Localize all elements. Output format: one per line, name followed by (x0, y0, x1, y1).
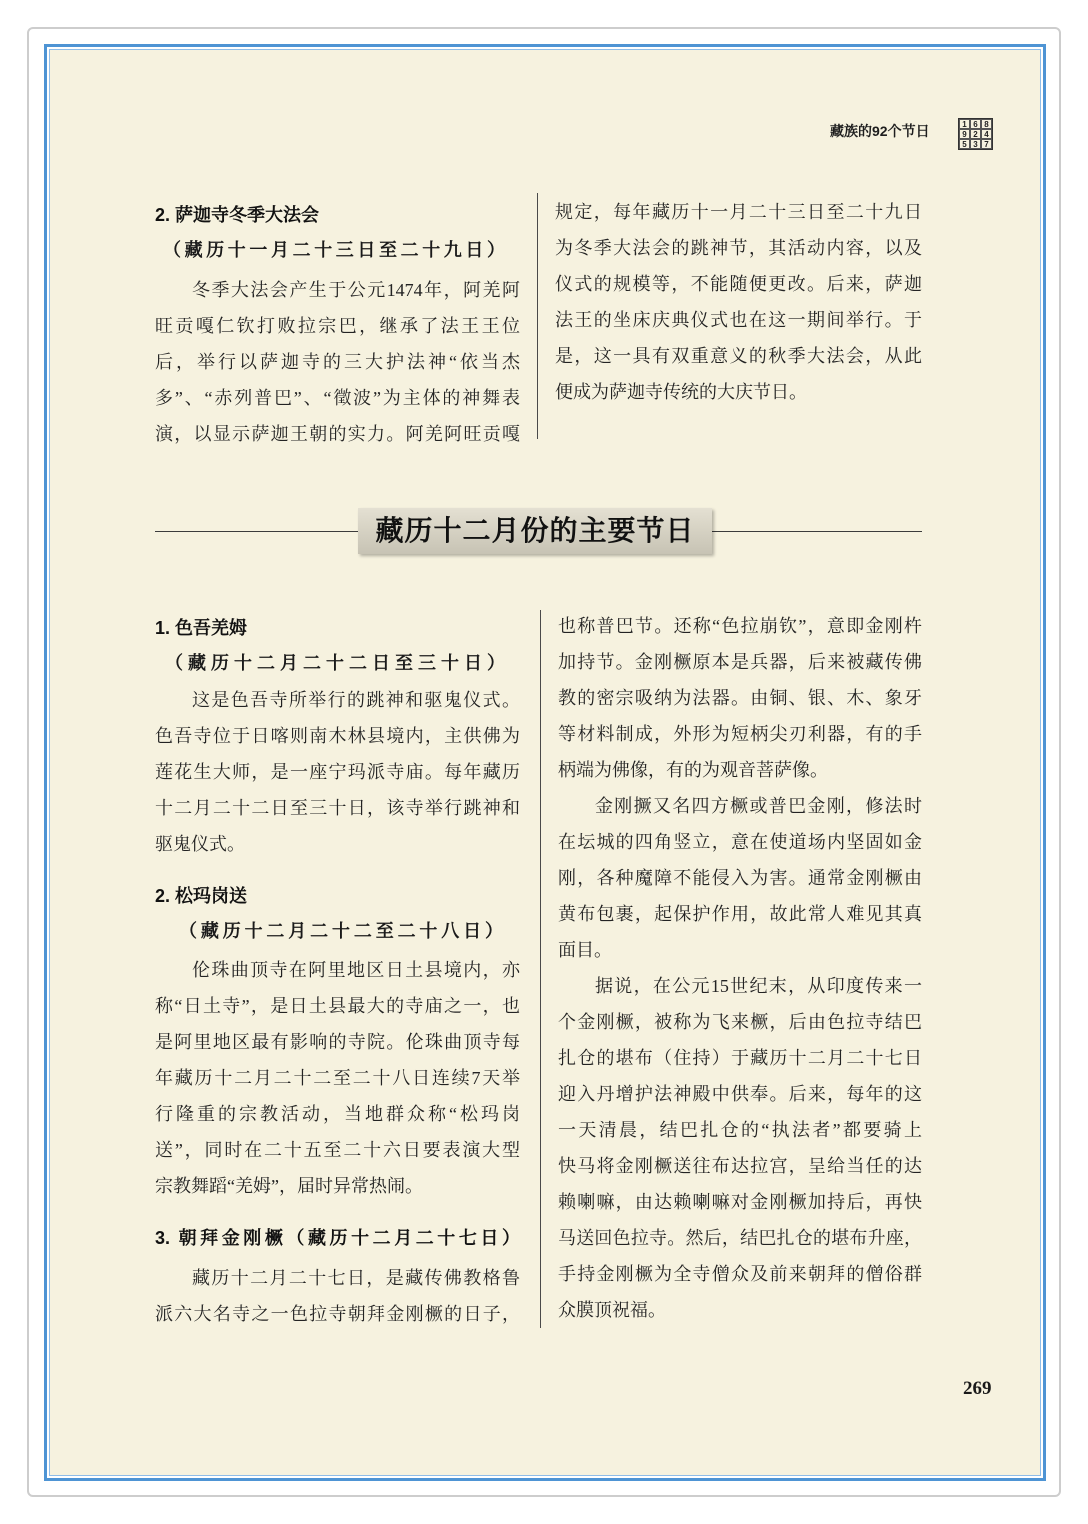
text-line: 扎仓的堪布（住持）于藏历十二月二十七日 (558, 1048, 922, 1068)
text-line: 年藏历十二月二十二至二十八日连续7天举 (155, 1068, 520, 1088)
text-line: 这是色吾寺所举行的跳神和驱鬼仪式。 (192, 690, 520, 710)
text-line: 金刚撅又名四方橛或普巴金刚，修法时 (595, 796, 922, 816)
section-rule-right (712, 531, 922, 532)
text-line: 冬季大法会产生于公元1474年，阿羌阿 (192, 280, 520, 300)
section-title: 藏历十二月份的主要节日 (375, 515, 695, 546)
bottom-right-column (558, 608, 922, 1328)
text-line: 旺贡嘎仁钦打败拉宗巴，继承了法王王位 (155, 316, 520, 336)
magic-square-cell: 2 (970, 129, 981, 139)
article-date: （藏历十二月二十二日至三十日） (165, 653, 505, 673)
text-line: 多”、“赤列普巴”、“徵波”为主体的神舞表 (155, 388, 520, 408)
text-line: 仪式的规模等，不能随便更改。后来，萨迦 (555, 274, 922, 294)
text-line: 驱鬼仪式。 (155, 834, 245, 854)
magic-square-cell: 9 (959, 129, 970, 139)
text-line: 送”，同时在二十五至二十六日要表演大型 (155, 1140, 520, 1160)
text-line: 法王的坐床庆典仪式也在这一期间举行。于 (555, 310, 922, 330)
article-date: （藏历十一月二十三日至二十九日） (163, 240, 505, 260)
text-line: 众膜顶祝福。 (558, 1300, 666, 1320)
running-title: 藏族的92个节日 (830, 123, 930, 139)
text-line: 等材料制成，外形为短柄尖刃利器，有的手 (558, 724, 922, 744)
magic-square-icon (958, 118, 993, 150)
article-heading: 2. 松玛岗送 (155, 886, 248, 906)
text-line: 色吾寺位于日喀则南木林县境内，主供佛为 (155, 726, 520, 746)
magic-square-cell: 7 (981, 139, 992, 149)
magic-square-cell: 3 (970, 139, 981, 149)
text-line: 迎入丹增护法神殿中供奉。后来，每年的这 (558, 1084, 922, 1104)
text-line: 藏历十二月二十七日，是藏传佛教格鲁 (192, 1268, 520, 1288)
text-line: 莲花生大师，是一座宁玛派寺庙。每年藏历 (155, 762, 520, 782)
text-line: 是，这一具有双重意义的秋季大法会，从此 (555, 346, 922, 366)
text-line: 柄端为佛像，有的为观音菩萨像。 (558, 760, 828, 780)
text-line: 赖喇嘛，由达赖喇嘛对金刚橛加持后，再快 (558, 1192, 922, 1212)
article-date: （藏历十二月二十二至二十八日） (179, 921, 503, 941)
text-line: 派六大名寺之一色拉寺朝拜金刚橛的日子， (155, 1304, 520, 1324)
column-divider (537, 193, 538, 439)
text-line: 马送回色拉寺。然后，结巴扎仓的堪布升座， (558, 1228, 922, 1248)
article-paragraph (155, 1260, 520, 1332)
bottom-left-column (155, 611, 520, 1332)
magic-square-cell: 6 (970, 119, 981, 129)
text-line: 加持节。金刚橛原本是兵器，后来被藏传佛 (558, 652, 922, 672)
article-paragraph (155, 682, 520, 862)
text-line: 一天清晨，结巴扎仓的“执法者”都要骑上 (558, 1120, 922, 1140)
page-number: 269 (963, 1378, 992, 1399)
text-line: 个金刚橛，被称为飞来橛，后由色拉寺结巴 (558, 1012, 922, 1032)
text-line: 黄布包裹，起保护作用，故此常人难见其真 (558, 904, 922, 924)
text-line: 在坛城的四角竖立，意在使道场内坚固如金 (558, 832, 922, 852)
text-line: 伦珠曲顶寺在阿里地区日土县境内，亦 (192, 960, 520, 980)
magic-square-cell: 4 (981, 129, 992, 139)
text-line: 是阿里地区最有影响的寺院。伦珠曲顶寺每 (155, 1032, 520, 1052)
text-line: 手持金刚橛为全寺僧众及前来朝拜的僧俗群 (558, 1264, 922, 1284)
text-line: 规定，每年藏历十一月二十三日至二十九日 (555, 202, 922, 222)
magic-square-cell: 8 (981, 119, 992, 129)
top-left-column (155, 198, 520, 452)
text-line: 行隆重的宗教活动，当地群众称“松玛岗 (155, 1104, 520, 1124)
article-heading: 2. 萨迦寺冬季大法会 (155, 205, 320, 225)
text-line: 面目。 (558, 940, 612, 960)
text-line: 十二月二十二日至三十日，该寺举行跳神和 (155, 798, 520, 818)
text-line: 据说，在公元15世纪末，从印度传来一 (595, 976, 922, 996)
article-heading: 3. 朝拜金刚橛（藏历十二月二十七日） (155, 1228, 520, 1248)
text-line: 为冬季大法会的跳神节，其活动内容，以及 (555, 238, 922, 258)
text-line: 宗教舞蹈“羌姆”，届时异常热闹。 (155, 1176, 423, 1196)
article-paragraph (155, 272, 520, 452)
magic-square-cell: 1 (959, 119, 970, 129)
text-line: 演，以显示萨迦王朝的实力。阿羌阿旺贡嘎 (155, 424, 520, 444)
text-line: 便成为萨迦寺传统的大庆节日。 (555, 382, 807, 402)
top-right-column (555, 194, 922, 410)
section-rule-left (155, 531, 358, 532)
column-divider (540, 610, 541, 1328)
text-line: 后，举行以萨迦寺的三大护法神“依当杰 (155, 352, 520, 372)
article-heading: 1. 色吾羌姆 (155, 618, 248, 638)
text-line: 教的密宗吸纳为法器。由铜、银、木、象牙 (558, 688, 922, 708)
text-line: 刚，各种魔障不能侵入为害。通常金刚橛由 (558, 868, 922, 888)
text-line: 称“日土寺”，是日土县最大的寺庙之一，也 (155, 996, 520, 1016)
text-line: 也称普巴节。还称“色拉崩钦”，意即金刚杵 (558, 616, 922, 636)
text-line: 快马将金刚橛送往布达拉宫，呈给当任的达 (558, 1156, 922, 1176)
article-paragraph (155, 952, 520, 1204)
magic-square-cell: 5 (959, 139, 970, 149)
